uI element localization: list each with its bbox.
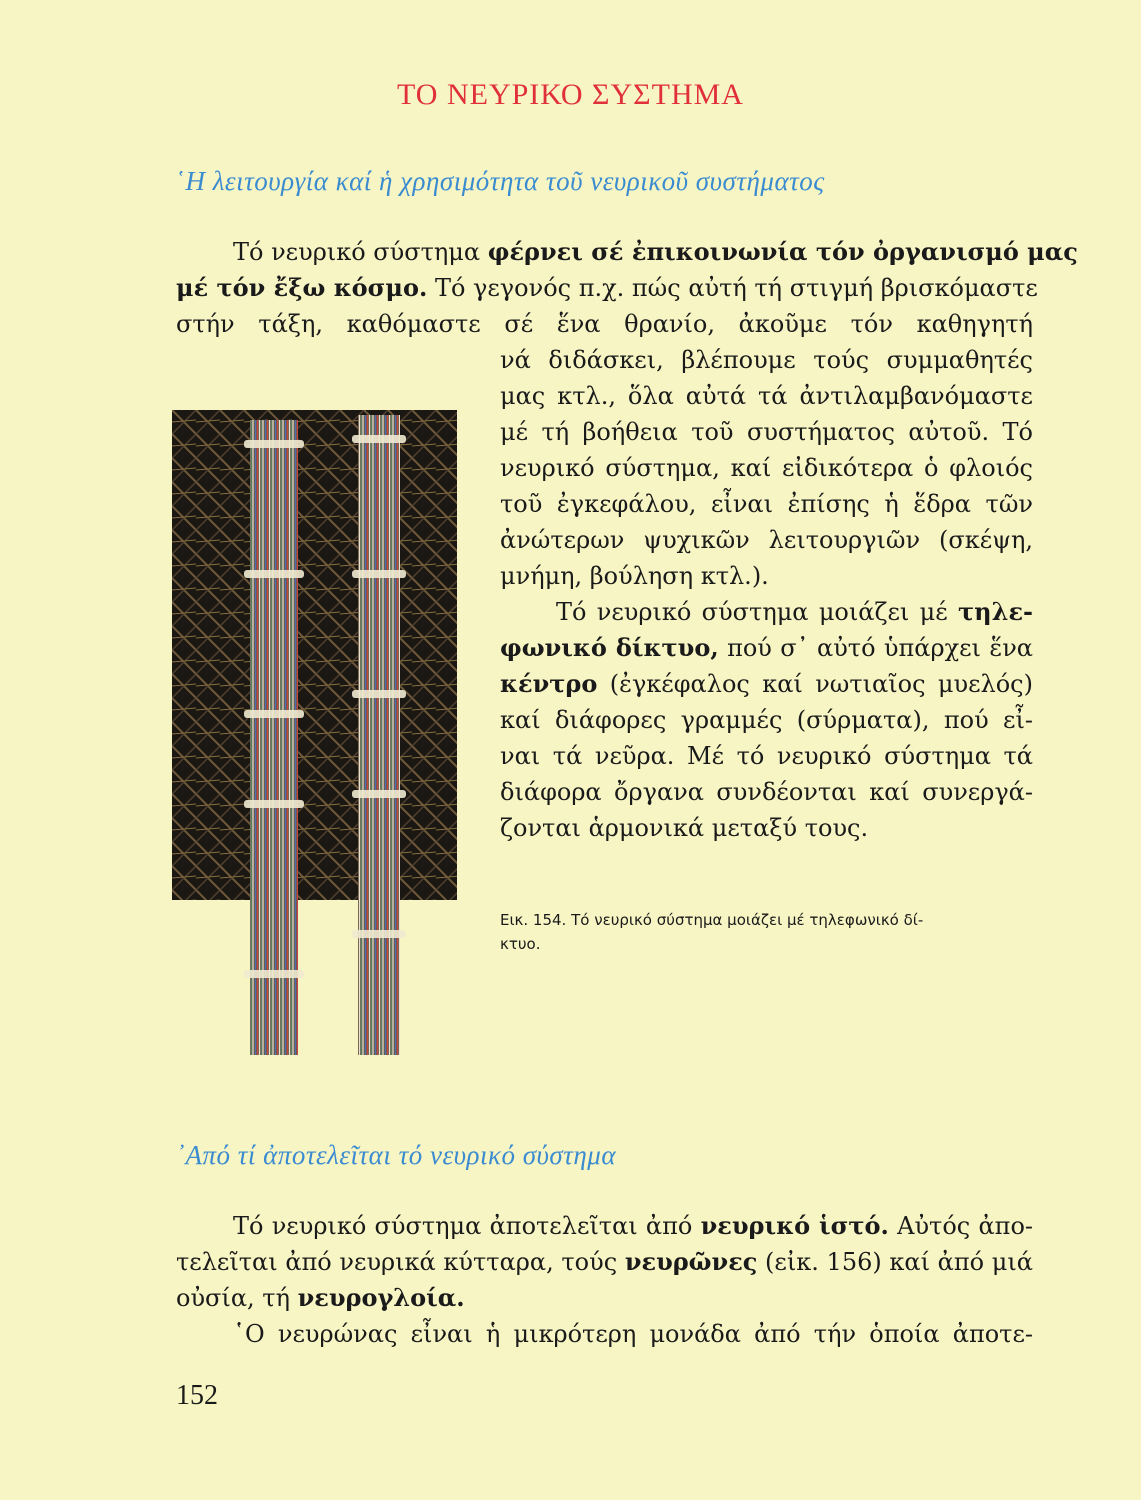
body-line: φωνικό δίκτυο, πού σ᾿ αὐτό ὑπάρχει ἕνα: [500, 633, 1033, 662]
body-line: τελεῖται ἀπό νευρικά κύτταρα, τούς νευρῶνες (εἰκ. 156) καί ἀπό μιά: [176, 1247, 1033, 1276]
body-line: μέ τή βοήθεια τοῦ συστήματος αὐτοῦ. Τό: [500, 418, 1033, 446]
body-line: Τό νευρικό σύστημα ἀποτελεῖται ἀπό νευρικό ἱστό. Αὐτός ἀπο-: [233, 1211, 1033, 1240]
body-line: μας κτλ., ὅλα αὐτά τά ἀντιλαμβανόμαστε: [500, 382, 1033, 410]
figure-caption-line: κτυο.: [500, 935, 541, 953]
body-line: μέ τόν ἔξω κόσμο. Τό γεγονός π.χ. πώς αὐτή τή στιγμή βρισκόμαστε: [176, 273, 1038, 302]
body-line: τοῦ ἐγκεφάλου, εἶναι ἐπίσης ἡ ἕδρα τῶν: [500, 490, 1033, 518]
body-line: διάφορα ὄργανα συνδέονται καί συνεργά-: [500, 778, 1033, 806]
body-line: νευρικό σύστημα, καί εἰδικότερα ὁ φλοιός: [500, 454, 1033, 482]
body-line: ῾Ο νευρώνας εἶναι ἡ μικρότερη μονάδα ἀπό τήν ὁποία ἀποτε-: [233, 1320, 1033, 1348]
section-heading-function: ῾Η λειτουργία καί ἡ χρησιμότητα τοῦ νευρικοῦ συστήματος: [176, 166, 825, 196]
body-line: οὐσία, τή νευρογλοία.: [176, 1283, 465, 1312]
body-line: ἀνώτερων ψυχικῶν λειτουργιῶν (σκέψη,: [500, 526, 1033, 554]
body-line: στήν τάξη, καθόμαστε σέ ἕνα θρανίο, ἀκοῦμε τόν καθηγητή: [176, 310, 1033, 338]
body-line: κέντρο (ἐγκέφαλος καί νωτιαῖος μυελός): [500, 669, 1033, 698]
body-line: νά διδάσκει, βλέπουμε τούς συμμαθητές: [500, 346, 1033, 374]
body-line: ναι τά νεῦρα. Μέ τό νευρικό σύστημα τά: [500, 742, 1033, 770]
page-number: 152: [176, 1380, 218, 1411]
body-line: μνήμη, βούληση κτλ.).: [500, 562, 769, 590]
figure-telephone-cables: [172, 410, 457, 1060]
body-line: καί διάφορες γραμμές (σύρματα), πού εἶ-: [500, 706, 1033, 734]
body-line: ζονται ἁρμονικά μεταξύ τους.: [500, 814, 869, 842]
figure-caption-line: Εικ. 154. Τό νευρικό σύστημα μοιάζει μέ τηλεφωνικό δί-: [500, 911, 924, 929]
body-line: Τό νευρικό σύστημα μοιάζει μέ τηλε-: [556, 597, 1033, 626]
section-heading-composition: ᾿Από τί ἀποτελεῖται τό νευρικό σύστημα: [176, 1140, 617, 1170]
chapter-title: ΤΟ ΝΕΥΡΙΚΟ ΣΥΣΤΗΜΑ: [397, 78, 744, 111]
body-line: Τό νευρικό σύστημα φέρνει σέ ἐπικοινωνία τόν ὀργανισμό μας: [233, 237, 1078, 266]
